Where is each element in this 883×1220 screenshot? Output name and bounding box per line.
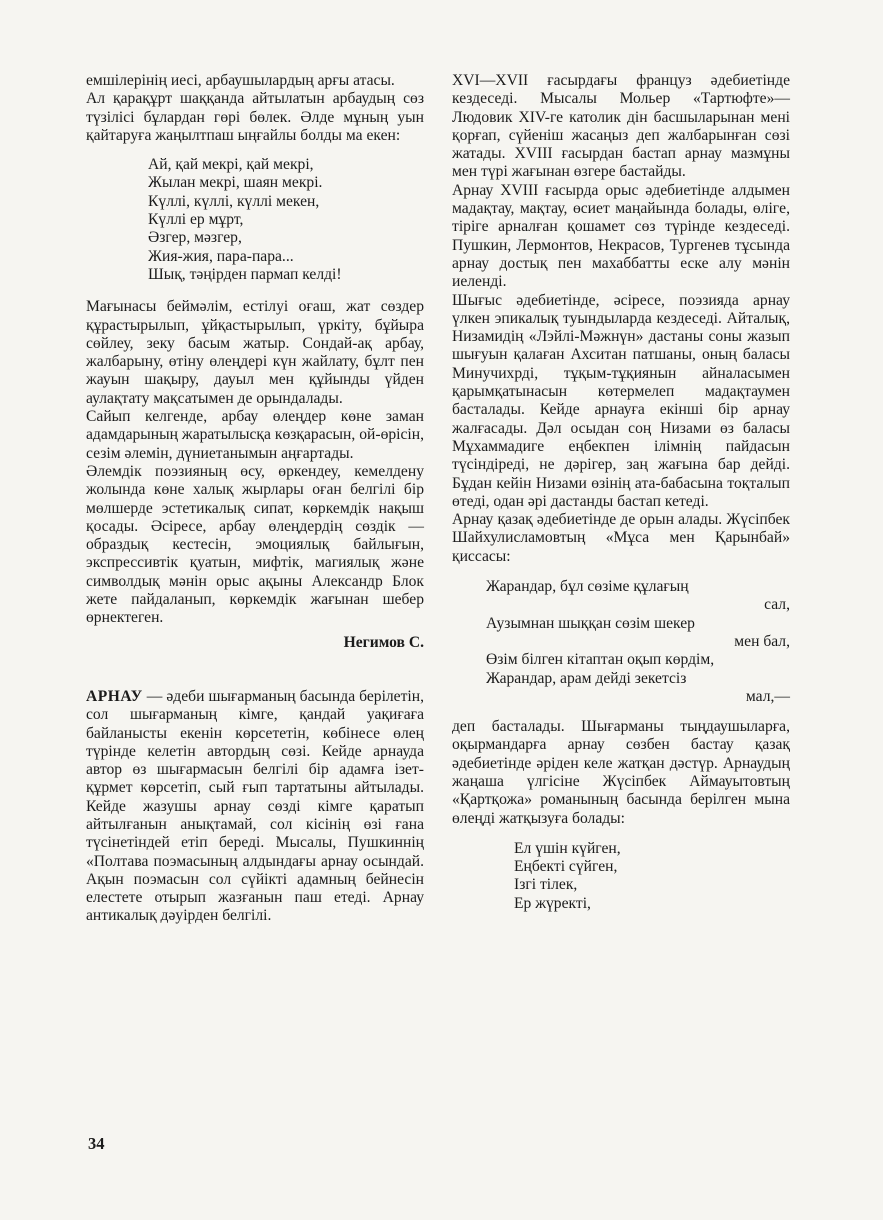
left-column (86, 72, 424, 926)
verse-line: Ай, қай мекрі, қай мекрі, (148, 156, 314, 174)
verse-block (514, 840, 790, 913)
verse-line: Шық, тәңірден пармап келді! (148, 265, 342, 283)
verse-line: Аузымнан шыққан сөзім шекер (486, 614, 695, 632)
verse-line: Ел үшін күйген, (514, 839, 621, 857)
verse-line: Жия-жия, пара-пара... (148, 247, 294, 265)
verse-line: Ізгі тілек, (514, 876, 578, 894)
verse-block (148, 156, 424, 284)
verse-line: Өзім білген кітаптан оқып көрдім, (486, 651, 715, 669)
author-signature: Негимов С. (343, 633, 424, 651)
right-column (452, 72, 790, 913)
verse-line: Жарандар, бұл сөзіме құлағың (486, 578, 689, 596)
verse-line: Күллі ер мұрт, (148, 211, 244, 229)
entry-term: АРНАУ (86, 687, 143, 705)
paragraph: Ал қарақұрт шаққанда айтылатын арбаудың сөз түзілісі бұлардан гөрі бөлек. Әлде мұның уын қайтаруға жаңылтпаш ыңғайлы болды ма екен: (86, 90, 424, 144)
paragraph: Арнау XVIII ғасырда орыс әдебиетінде алдымен мадақтау, мақтау, өсиет маңайында болады, өлігe, тірігe арналған қошамет сөз түрінде кездеседі. Пушкин, Лермонтов, Некрасов, Тургенев тұсында арнау достық пен махаббатты еске алу мәнін иеленді. (452, 181, 790, 291)
paragraph: емшілерінің иесі, арбаушылардың арғы атасы. (86, 72, 395, 89)
verse-line: Жылан мекрі, шаян мекрі. (148, 174, 323, 192)
paragraph: Шығыс әдебиетінде, әсіресе, поэзияда арнау үлкен эпикалық туындыларда кездеседі. Айталық, Низамидің «Лэйлі-Мәжнүн» дастаны соны жазып шығуын қалаған Ахситан патшаны, оның баласы Минучихрді, тұқым-тұқиянын айналасымен қарымқатынасын көтермелеп мадақтаумен басталады. Кейде арнауға екінші бір арнау жалғасады. Дәл осыдан соң Низами өз баласы Мұхаммадиге еңбекпен ілімнің пайдасын түсіндіреді, не дәрігер, заң жағына бар дейді. Бұдан кейін Низами өзінің ата-бабасына тоқталып өтеді, одан әрі дастанды бастап кетеді. (452, 291, 790, 510)
verse-line: мал,— (745, 687, 790, 705)
paragraph: Мағынасы беймәлім, естілуі оғаш, жат сөздер құрастырылып, ұйқастырылып, үркіту, бұйыра сөйлеу, зеку басым жатыр. Сондай-ақ арбау, жалбарыну, өтіну өлеңдері күн жайлату, бұлт пен жауын шақыру, дауыл мен құйынды үйден аулақтату мақсатымен де орындалады. (86, 298, 424, 407)
verse-line: Еңбекті сүйген, (514, 858, 618, 876)
dictionary-entry (86, 688, 424, 926)
verse-line: Әзгер, мәзгер, (148, 229, 242, 247)
verse-block (486, 578, 790, 706)
entry-text: — әдеби шығарманың басында берілетін, сол шығарманың кімге, қандай уақиғаға байланысты екенін көрсететін, көбінесе өлең түрінде келетін автордың сөзі. Кейде арнауда автор өз шығармасын белгілі бір адамға ізет-құрмет көрсетіп, сый ғып тартатыны айтылады. Кейде жазушы арнау сөзді кімге қаратып айтылғанын анықтамай, сол кісінің өзі ғана түсінетіндей етіп береді. Мысалы, Пушкиннің «Полтава поэмасының алдындағы арнау осындай. Ақын поэмасын сол сүйікті адамның бейнесін елестете отырып жазғанын паш етеді. Арнау антикалық дәуірден белгілі. (86, 687, 424, 925)
page-number: 34 (88, 1134, 105, 1153)
verse-line: Жарандар, арам дейді зекетсіз (486, 669, 687, 687)
verse-line: Ер жүректі, (514, 894, 591, 912)
paragraph: Сайып келгенде, арбау өлеңдер көне заман адамдарының жаратылысқа көзқарасын, ой-өрісін, сезім әлемін, дүниетанымын аңғартады. (86, 408, 424, 462)
paragraph: Әлемдік поэзияның өсу, өркендеу, кемелдену жолында көне халық жырлары оған белгілі бір мөлшерде эстетикалық сипат, көркемдік нақыш қосады. Әсіресе, арбау өлеңдердің сөздік — образдық кестесін, эмоциялық байлығын, экспрессивтік қуатын, мифтік, магиялық және символдық мәнін орыс ақыны Александр Блок жете пайдаланып, көркемдік жағынан шебер өрнектеген. (86, 462, 424, 627)
verse-line: мен бал, (734, 632, 790, 650)
paragraph: Арнау қазақ әдебиетінде де орын алады. Жүсіпбек Шайхулисламовтың «Мұса мен Қарынбай» қиссасы: (452, 511, 790, 565)
paragraph: XVI—XVII ғасырдағы француз әдебиетінде кездеседі. Мысалы Мольер «Тартюфте»— Людовик XIV-ге католик дін басшыларынан мені қорғап, сүйеніш жасаңыз деп жалбарынған сөзі жатады. XVIII ғасырдан бастап арнау мазмұны мен түрі жағынан өзгере бастайды. (452, 72, 790, 181)
verse-line: сал, (764, 596, 790, 614)
paragraph: деп басталады. Шығарманы тыңдаушыларға, оқырмандарға арнау сөзбен бастау қазақ әдебиетінде әріден келе жатқан дәстүр. Арнаудың жаңаша үлгісіне Жүсіпбек Аймауытовтың «Қартқожа» романының басында берілген мына өлеңді жатқызуға болады: (452, 718, 790, 827)
verse-line: Күллі, күллі, күллі мекен, (148, 192, 320, 210)
